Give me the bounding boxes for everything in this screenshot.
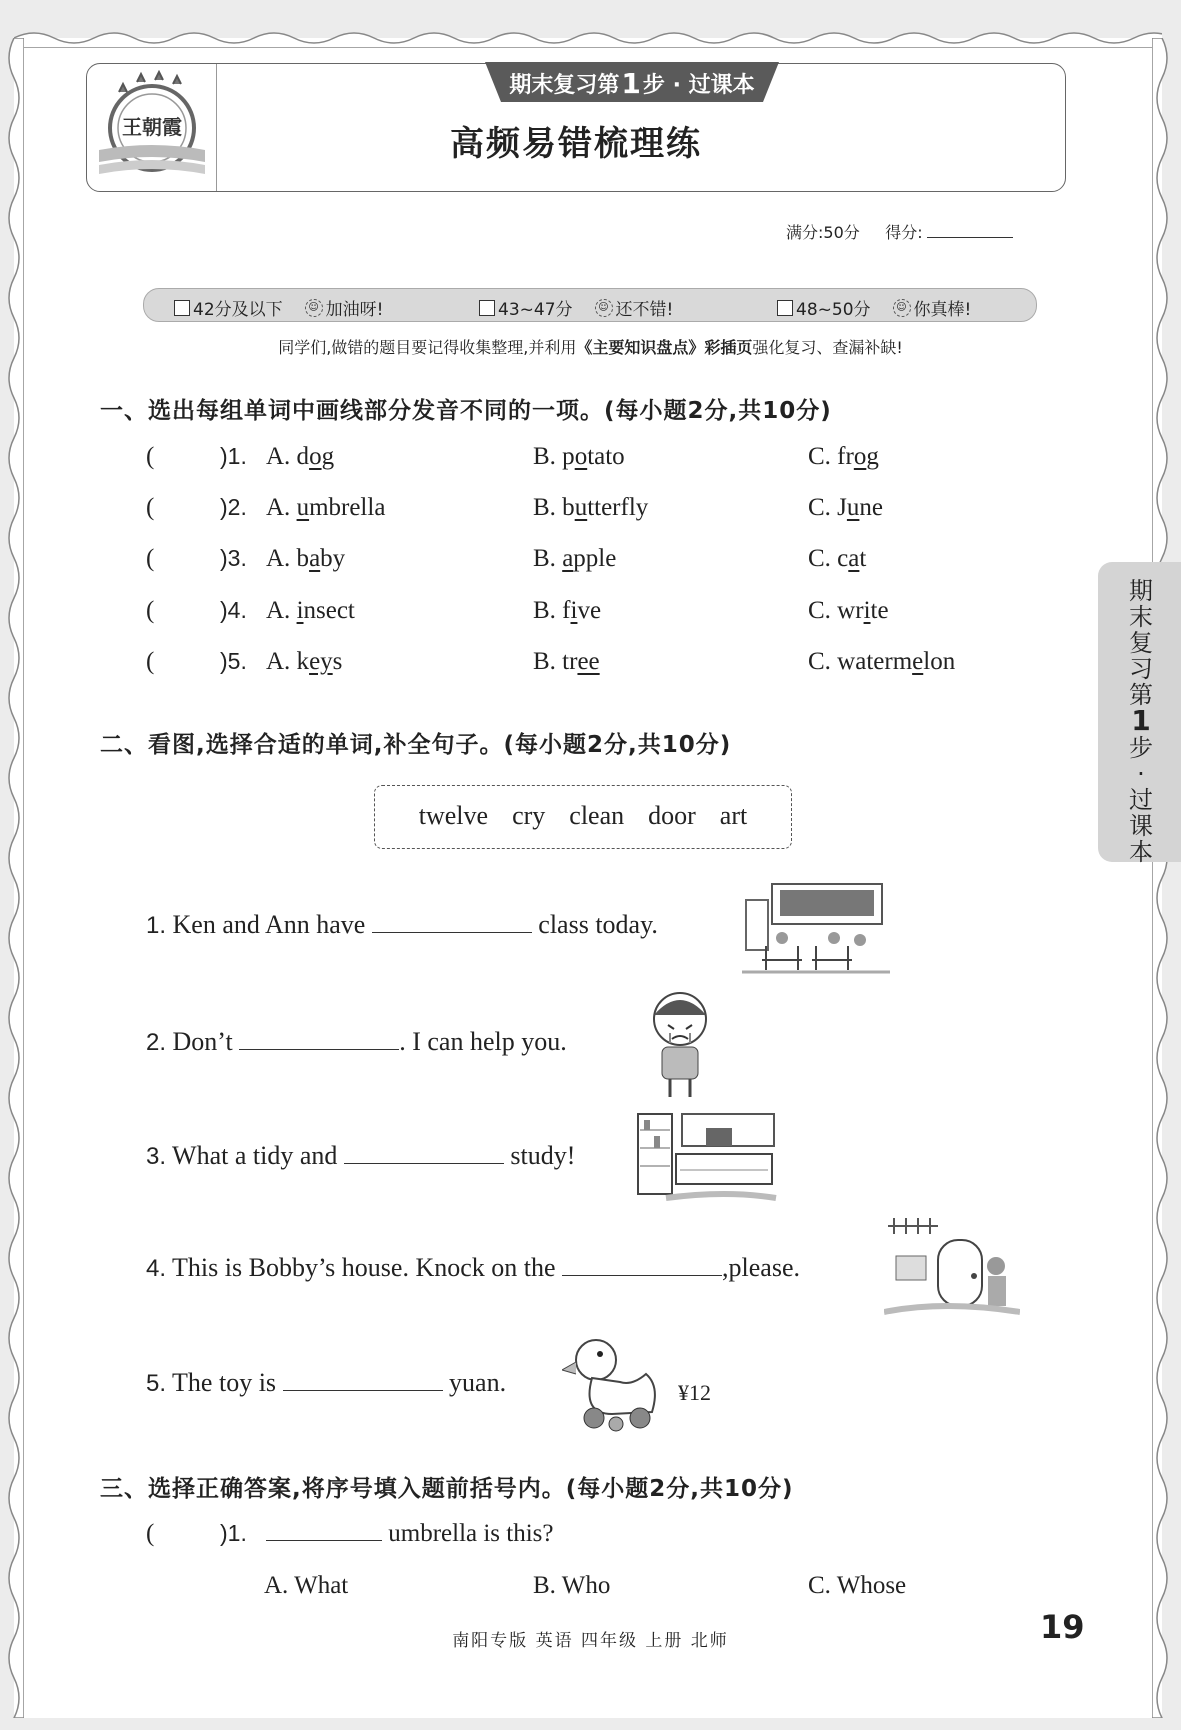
page-title: 高频易错梳理练 <box>450 124 702 164</box>
option-a: A. What <box>264 1572 349 1599</box>
part2-question-1 <box>146 910 658 940</box>
face-icon: ☺ <box>595 299 613 317</box>
rating-range: 48~50分 <box>796 300 871 320</box>
rating-3 <box>777 295 971 320</box>
rating-bar <box>143 288 1037 322</box>
rating-range: 42分及以下 <box>193 300 283 320</box>
answer-paren[interactable]: ( <box>146 597 155 624</box>
note-pre: 同学们,做错的题目要记得收集整理,并利用 <box>278 338 577 357</box>
part3-question-1 <box>146 1520 1026 1554</box>
answer-blank[interactable] <box>562 1255 722 1276</box>
question-number: 2. <box>146 1029 167 1056</box>
score-label: 得分: <box>885 223 923 242</box>
rating-2 <box>479 295 673 320</box>
answer-paren[interactable]: ( <box>146 1520 155 1547</box>
side-tab-post: 步 · 过 课 本 <box>1129 734 1153 866</box>
question-number: )5. <box>220 648 247 674</box>
side-tab <box>1098 562 1181 866</box>
word-bank-item: clean <box>569 801 625 830</box>
word-bank-words <box>375 801 791 831</box>
banner-step-number: 1 <box>621 66 641 100</box>
part1-row-5 <box>146 648 1026 682</box>
note-post: 强化复习、查漏补缺! <box>752 338 903 357</box>
word-bank-item: art <box>719 801 748 830</box>
option-b: B. apple <box>533 545 617 572</box>
question-number: )1. <box>220 443 247 469</box>
side-tab-text <box>1124 578 1158 865</box>
checkbox[interactable] <box>174 300 190 316</box>
option-c: C. June <box>808 494 884 521</box>
full-score: 满分:50分 <box>786 223 860 242</box>
toy-price: ¥12 <box>678 1380 711 1405</box>
part2-question-2 <box>146 1027 567 1057</box>
title-header <box>86 63 1066 192</box>
answer-blank[interactable] <box>372 912 532 933</box>
part1-row-2 <box>146 494 1026 528</box>
part3-options <box>146 1572 1026 1606</box>
question-number: )1. <box>220 1520 247 1546</box>
answer-blank[interactable] <box>344 1143 504 1164</box>
section-1-heading: 一、选出每组单词中画线部分发音不同的一项。(每小题2分,共10分) <box>100 398 832 424</box>
option-a: A. baby <box>266 545 346 572</box>
wavy-border-left <box>4 38 24 1718</box>
part2-question-3 <box>146 1141 575 1171</box>
word-bank-item: cry <box>512 801 546 830</box>
study-room-image <box>636 1110 778 1202</box>
rating-1 <box>174 295 383 320</box>
side-tab-number: 1 <box>1131 704 1151 737</box>
option-b: B. tree <box>533 648 600 675</box>
question-text: This is Bobby’s house. Knock on the <box>166 1253 563 1282</box>
checkbox[interactable] <box>479 300 495 316</box>
question-body <box>266 1520 554 1548</box>
question-number: 5. <box>146 1370 167 1397</box>
face-icon: ☺ <box>305 299 323 317</box>
note-bold: 《主要知识盘点》彩插页 <box>576 338 753 357</box>
question-number: )2. <box>220 494 247 520</box>
part2-question-4 <box>146 1253 800 1283</box>
step-banner <box>485 64 779 102</box>
side-tab-pre: 期 末 复 习 第 <box>1129 577 1153 709</box>
part2-question-5 <box>146 1368 506 1398</box>
option-c: C. watermelon <box>808 648 956 675</box>
question-text: Ken and Ann have <box>166 910 372 939</box>
answer-blank[interactable] <box>283 1370 443 1391</box>
option-c: C. Whose <box>808 1572 907 1599</box>
footer-info: 南阳专版 英语 四年级 上册 北师 <box>452 1631 729 1651</box>
option-c: C. frog <box>808 443 879 470</box>
question-number: )3. <box>220 545 247 571</box>
wavy-border-top <box>14 28 1162 48</box>
question-number: 3. <box>146 1143 167 1170</box>
part1-row-1 <box>146 443 1026 477</box>
part1-row-3 <box>146 545 1026 579</box>
word-bank-item: twelve <box>418 801 489 830</box>
section-3-heading: 三、选择正确答案,将序号填入题前括号内。(每小题2分,共10分) <box>100 1476 794 1502</box>
banner-post: 步 · 过课本 <box>642 72 755 98</box>
banner-pre: 期末复习第 <box>509 72 620 98</box>
answer-paren[interactable]: ( <box>146 648 155 675</box>
rating-msg: 加油呀! <box>325 300 384 320</box>
question-text: yuan. <box>442 1368 507 1397</box>
option-a: A. umbrella <box>266 494 386 521</box>
question-text: umbrella is this? <box>382 1520 554 1547</box>
classroom-image <box>742 880 890 976</box>
score-blank[interactable] <box>927 237 1013 238</box>
rating-msg: 还不错! <box>615 300 674 320</box>
option-a: A. insect <box>266 597 355 624</box>
option-a: A. keys <box>266 648 343 675</box>
part1-row-4 <box>146 597 1026 631</box>
answer-blank[interactable] <box>266 1520 382 1541</box>
page-number: 19 <box>1040 1608 1085 1646</box>
option-b: B. potato <box>533 443 625 470</box>
question-number: 4. <box>146 1255 167 1282</box>
question-text: What a tidy and <box>166 1141 344 1170</box>
house-door-image <box>884 1216 1020 1324</box>
checkbox[interactable] <box>777 300 793 316</box>
answer-paren[interactable]: ( <box>146 494 155 521</box>
option-b: B. Who <box>533 1572 611 1599</box>
rating-range: 43~47分 <box>498 300 573 320</box>
question-text: ,please. <box>722 1253 801 1282</box>
question-number: )4. <box>220 597 247 623</box>
answer-paren[interactable]: ( <box>146 443 155 470</box>
question-text: Don’t <box>166 1027 240 1056</box>
question-text: . I can help you. <box>399 1027 567 1056</box>
answer-paren[interactable]: ( <box>146 545 155 572</box>
answer-blank[interactable] <box>239 1029 399 1050</box>
question-text: study! <box>503 1141 576 1170</box>
option-c: C. cat <box>808 545 867 572</box>
option-a: A. dog <box>266 443 335 470</box>
word-bank-item: door <box>648 801 696 830</box>
question-text: The toy is <box>166 1368 283 1397</box>
rating-msg: 你真棒! <box>913 300 972 320</box>
toy-duck-image <box>562 1334 662 1432</box>
option-b: B. butterfly <box>533 494 649 521</box>
crying-girl-image <box>640 985 720 1101</box>
word-bank <box>374 785 792 849</box>
logo-text: 王朝霞 <box>122 115 182 139</box>
option-b: B. five <box>533 597 602 624</box>
question-number: 1. <box>146 912 167 939</box>
instruction-note <box>0 335 1181 358</box>
question-text: class today. <box>531 910 658 939</box>
score-line <box>786 220 1013 243</box>
wavy-border-right <box>1152 38 1172 1718</box>
option-c: C. write <box>808 597 889 624</box>
face-icon: ☺ <box>893 299 911 317</box>
section-2-heading: 二、看图,选择合适的单词,补全句子。(每小题2分,共10分) <box>100 732 732 758</box>
